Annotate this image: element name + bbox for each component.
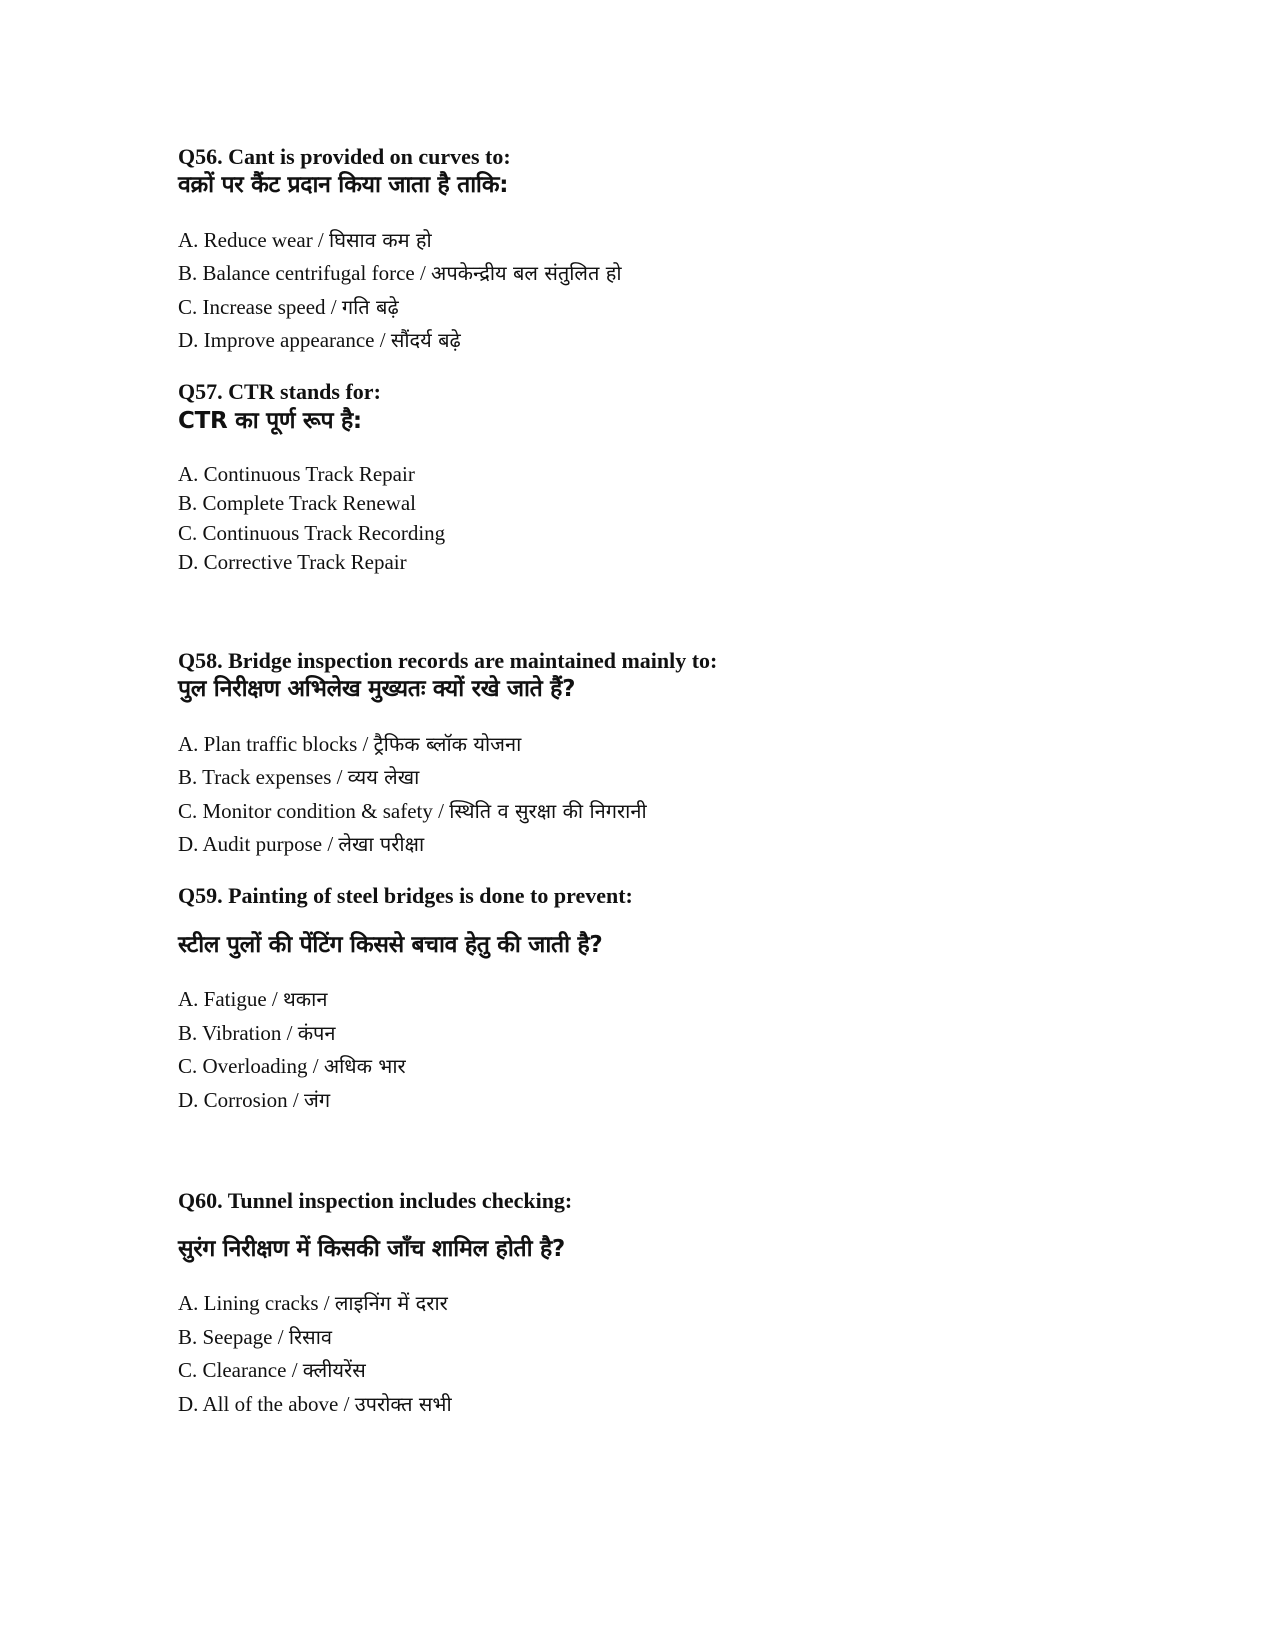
option-d — [178, 552, 407, 573]
option-en: B. Balance centrifugal force / — [178, 261, 432, 285]
option-a — [178, 1293, 448, 1314]
option-b — [178, 1327, 332, 1348]
option-en: A. Fatigue / — [178, 987, 283, 1011]
option-en: D. Audit purpose / — [178, 832, 339, 856]
question-hindi: स्टील पुलों की पेंटिंग किससे बचाव हेतु की जाती है? — [178, 932, 603, 958]
option-d — [178, 1090, 330, 1111]
option-en: A. Continuous Track Repair — [178, 462, 415, 486]
option-en: D. Corrective Track Repair — [178, 550, 407, 574]
question-title: Q59. Painting of steel bridges is done to prevent: — [178, 883, 633, 908]
option-a — [178, 230, 432, 251]
question-title: Q56. Cant is provided on curves to: — [178, 144, 511, 169]
option-b — [178, 263, 622, 284]
option-hi: अधिक भार — [323, 1054, 406, 1078]
option-en: C. Clearance / — [178, 1358, 303, 1382]
option-hi: उपरोक्त सभी — [354, 1392, 452, 1416]
option-en: A. Plan traffic blocks / — [178, 732, 374, 756]
option-hi: ट्रैफिक ब्लॉक योजना — [373, 732, 522, 756]
option-a — [178, 464, 415, 485]
option-en: D. Improve appearance / — [178, 328, 391, 352]
option-hi: सौंदर्य बढ़े — [390, 328, 461, 352]
option-hi: रिसाव — [288, 1325, 332, 1349]
option-c — [178, 1056, 406, 1077]
question-title: Q57. CTR stands for: — [178, 379, 381, 404]
option-c — [178, 297, 399, 318]
question-hindi: वक्रों पर कैंट प्रदान किया जाता है ताकि: — [178, 172, 509, 198]
option-hi: अपकेन्द्रीय बल संतुलित हो — [431, 261, 622, 285]
option-en: A. Lining cracks / — [178, 1291, 335, 1315]
option-d — [178, 1394, 452, 1415]
option-hi: थकान — [283, 987, 328, 1011]
option-hi: कंपन — [297, 1021, 336, 1045]
option-d — [178, 330, 461, 351]
option-en: B. Complete Track Renewal — [178, 491, 416, 515]
option-hi: जंग — [304, 1088, 331, 1112]
option-en: B. Track expenses / — [178, 765, 348, 789]
option-hi: क्लीयरेंस — [302, 1358, 366, 1382]
option-hi: स्थिति व सुरक्षा की निगरानी — [449, 799, 647, 823]
option-en: D. All of the above / — [178, 1392, 355, 1416]
option-en: C. Monitor condition & safety / — [178, 799, 450, 823]
option-a — [178, 989, 327, 1010]
option-b — [178, 493, 416, 514]
question-hindi: सुरंग निरीक्षण में किसकी जाँच शामिल होती है? — [178, 1236, 565, 1262]
question-title: Q58. Bridge inspection records are maintained mainly to: — [178, 648, 718, 673]
option-c — [178, 1360, 366, 1381]
option-c — [178, 801, 647, 822]
question-hindi: पुल निरीक्षण अभिलेख मुख्यतः क्यों रखे जाते हैं? — [178, 676, 576, 702]
option-b — [178, 767, 419, 788]
option-d — [178, 834, 424, 855]
option-b — [178, 1023, 336, 1044]
option-en: C. Overloading / — [178, 1054, 324, 1078]
option-en: C. Increase speed / — [178, 295, 342, 319]
option-c — [178, 523, 445, 544]
option-en: D. Corrosion / — [178, 1088, 304, 1112]
option-en: B. Seepage / — [178, 1325, 289, 1349]
option-hi: घिसाव कम हो — [329, 228, 432, 252]
option-hi: गति बढ़े — [341, 295, 399, 319]
question-title: Q60. Tunnel inspection includes checking: — [178, 1188, 573, 1213]
option-en: A. Reduce wear / — [178, 228, 330, 252]
option-en: C. Continuous Track Recording — [178, 521, 446, 545]
option-hi: लेखा परीक्षा — [338, 832, 425, 856]
option-en: B. Vibration / — [178, 1021, 298, 1045]
question-hindi: CTR का पूर्ण रूप है: — [178, 408, 362, 434]
option-hi: लाइनिंग में दरार — [334, 1291, 448, 1315]
option-a — [178, 734, 521, 755]
option-hi: व्यय लेखा — [347, 765, 420, 789]
